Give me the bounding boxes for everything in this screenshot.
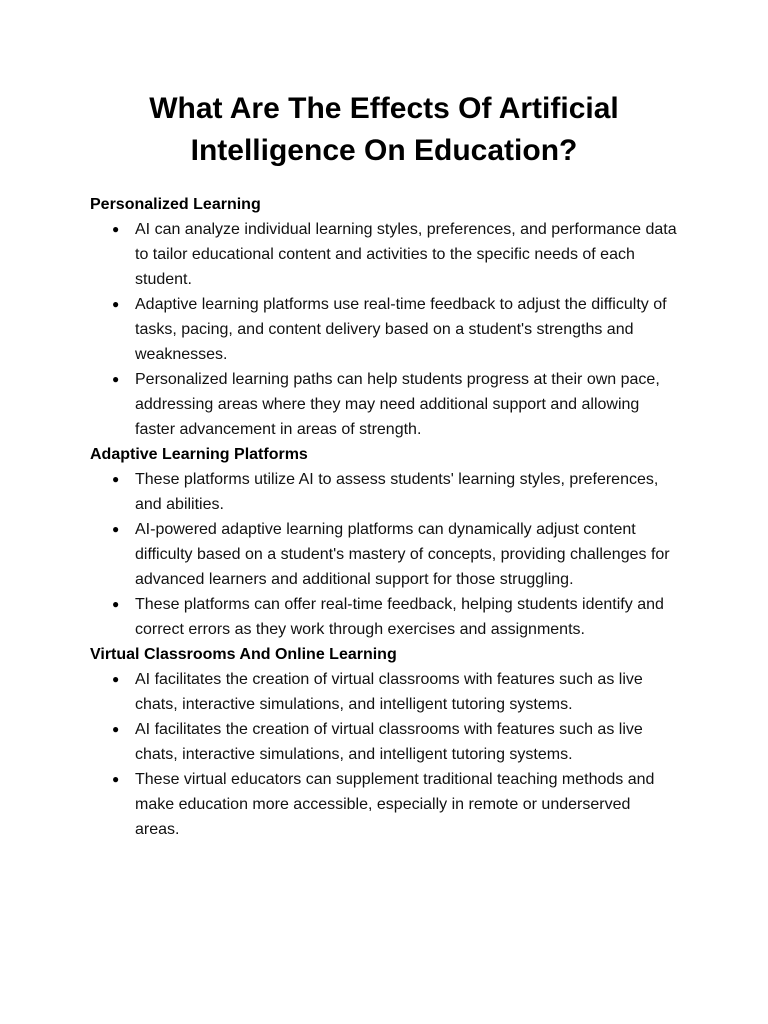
bullet-list [90,467,678,642]
section-heading: Personalized Learning [90,196,261,213]
page-title: What Are The Effects Of Artificial Intelligence On Education? [149,92,619,167]
bullet-icon: ● [112,522,120,536]
list-item [90,292,678,367]
bullet-list [90,667,678,842]
list-item [90,467,678,517]
bullet-icon: ● [112,772,120,786]
bullet-icon: ● [112,297,120,311]
bullet-icon: ● [112,722,120,736]
list-item [90,667,678,717]
list-item [90,717,678,767]
list-item [90,517,678,592]
list-item [90,767,678,842]
bullet-icon: ● [112,372,120,386]
list-item-text: These virtual educators can supplement traditional teaching methods and make education more accessible, especially in remote or underserved areas. [135,771,655,838]
list-item [90,592,678,642]
list-item [90,367,678,442]
list-item-text: AI-powered adaptive learning platforms can dynamically adjust content difficulty based on a student's mastery of concepts, providing challenges for advanced learners and additional support for those struggling. [135,521,670,588]
section-heading: Adaptive Learning Platforms [90,446,308,463]
section-personalized-learning [90,192,678,442]
bullet-icon: ● [112,597,120,611]
list-item [90,217,678,292]
section-heading: Virtual Classrooms And Online Learning [90,646,397,663]
bullet-list [90,217,678,442]
list-item-text: Personalized learning paths can help students progress at their own pace, addressing areas where they may need additional support and allowing faster advancement in areas of strength. [135,371,660,438]
list-item-text: These platforms can offer real-time feedback, helping students identify and correct errors as they work through exercises and assignments. [135,596,664,638]
list-item-text: AI facilitates the creation of virtual classrooms with features such as live chats, interactive simulations, and intelligent tutoring systems. [135,721,643,763]
section-virtual-classrooms [90,642,678,842]
bullet-icon: ● [112,472,120,486]
list-item-text: These platforms utilize AI to assess students' learning styles, preferences, and abilities. [135,471,659,513]
list-item-text: AI can analyze individual learning styles, preferences, and performance data to tailor educational content and activities to the specific needs of each student. [135,221,677,288]
section-adaptive-learning-platforms [90,442,678,642]
list-item-text: Adaptive learning platforms use real-time feedback to adjust the difficulty of tasks, pacing, and content delivery based on a student's strengths and weaknesses. [135,296,667,363]
list-item-text: AI facilitates the creation of virtual classrooms with features such as live chats, interactive simulations, and intelligent tutoring systems. [135,671,643,713]
bullet-icon: ● [112,672,120,686]
bullet-icon: ● [112,222,120,236]
